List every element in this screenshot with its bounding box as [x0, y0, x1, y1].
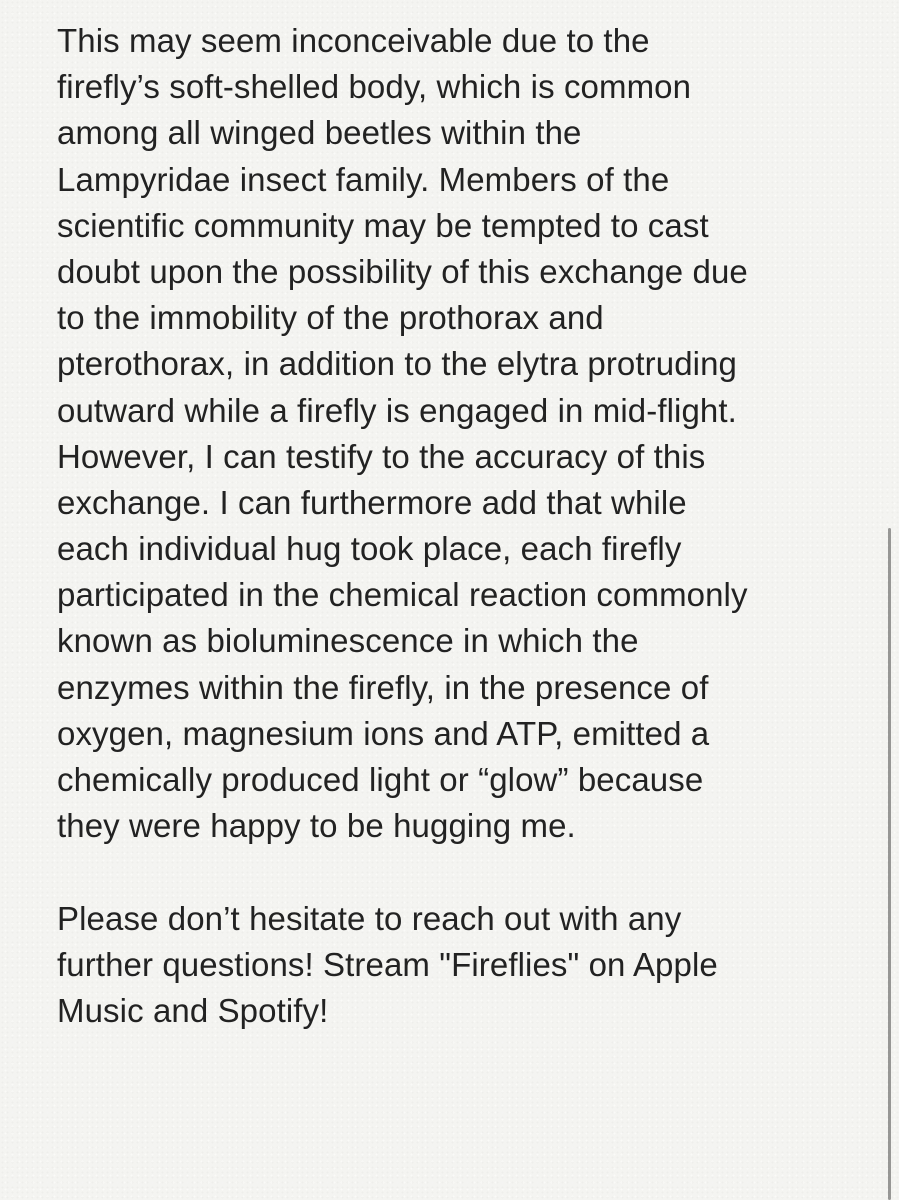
text-line: However, I can testify to the accuracy of this: [57, 437, 706, 475]
text-line: Lampyridae insect family. Members of the: [57, 160, 670, 198]
text-line: enzymes within the firefly, in the presence of: [57, 668, 709, 706]
note-body[interactable]: [57, 18, 857, 1034]
text-line: chemically produced light or “glow” because: [57, 761, 704, 798]
text-line: each individual hug took place, each firefly: [57, 530, 682, 568]
text-line: further questions! Stream "Fireflies" on Apple: [57, 945, 718, 983]
text-line: pterothorax, in addition to the elytra protruding: [57, 345, 737, 383]
vertical-scrollbar[interactable]: [888, 528, 891, 1200]
text-line: exchange. I can furthermore add that while: [57, 483, 687, 521]
text-line: Music and Spotify!: [57, 991, 329, 1029]
text-line: Please don’t hesitate to reach out with any: [57, 899, 682, 937]
text-line: oxygen, magnesium ions and ATP, emitted a: [57, 714, 710, 752]
text-line: participated in the chemical reaction commonly: [57, 576, 748, 614]
text-line: among all winged beetles within the: [57, 114, 582, 152]
text-line: they were happy to be hugging me.: [57, 807, 576, 845]
text-line: outward while a firefly is engaged in mid-flight.: [57, 391, 737, 429]
text-line: firefly’s soft-shelled body, which is common: [57, 68, 692, 106]
text-line: scientific community may be tempted to cast: [57, 206, 709, 244]
text-line: This may seem inconceivable due to the: [57, 22, 650, 59]
paragraph-gap: [57, 849, 857, 895]
text-line: known as bioluminescence in which the: [57, 622, 639, 660]
text-line: to the immobility of the prothorax and: [57, 299, 604, 337]
text-line: doubt upon the possibility of this exchange due: [57, 252, 748, 290]
